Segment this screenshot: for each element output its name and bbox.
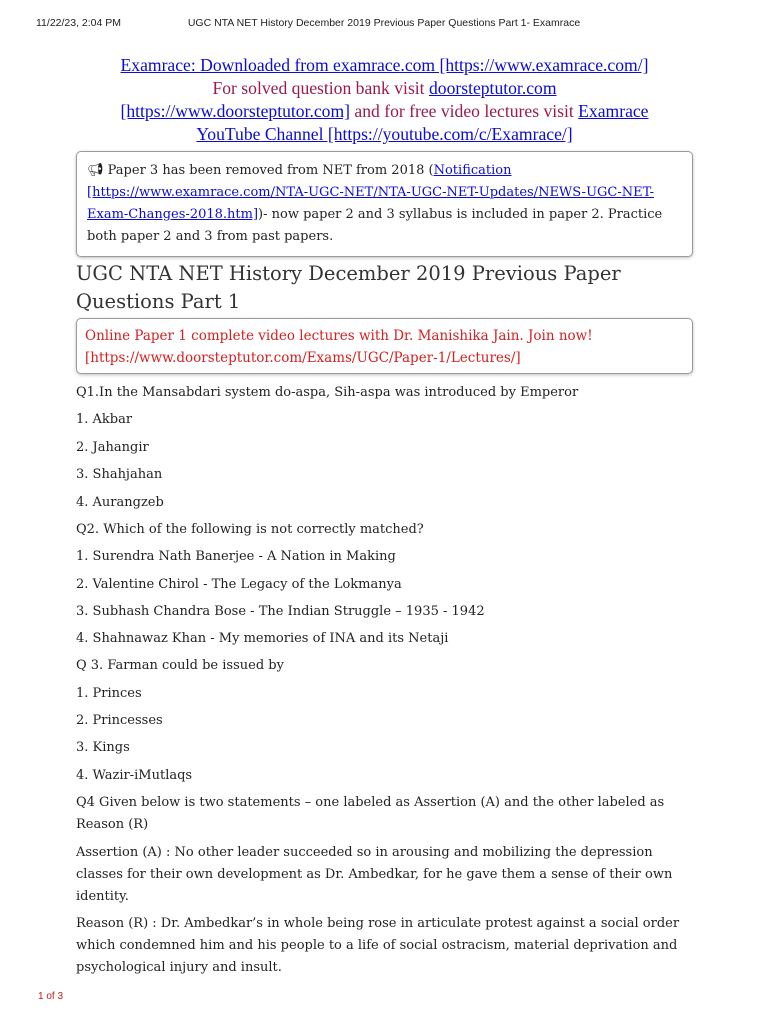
question-text: Q4 Given below is two statements – one labeled as Assertion (A) and the other labeled as Reason (R) (76, 795, 665, 832)
page-title: UGC NTA NET History December 2019 Previous Paper Questions Part 1 (76, 262, 621, 313)
page-indicator: 1 of 3 (38, 991, 64, 1002)
notification-link[interactable]: Notification [https://www.examrace.com/NTA-UGC-NET/NTA-UGC-NET-Updates/NEWS-UGC-NET-Exam-Changes-2018.htm] (87, 163, 654, 222)
source-banner (76, 54, 693, 146)
option-text: 1. Surendra Nath Banerjee - A Nation in Making (76, 549, 396, 564)
print-timestamp: 11/22/23, 2:04 PM (36, 17, 122, 29)
examrace-link[interactable]: Examrace: Downloaded from examrace.com [https://www.examrace.com/] (120, 55, 649, 75)
question-text: Q 3. Farman could be issued by (76, 658, 284, 673)
reason-text: Reason (R) : Dr. Ambedkar’s in whole being rose in articulate protest against a social order which condemned him and his people to a life of social ostracism, material deprivation and psychological injury and insult. (76, 916, 680, 975)
promo-box[interactable] (76, 318, 693, 374)
option-text: 1. Princes (76, 686, 142, 701)
notice-box (76, 151, 693, 257)
option-text: 2. Valentine Chirol - The Legacy of the Lokmanya (76, 577, 402, 592)
option-text: 1. Akbar (76, 412, 133, 427)
print-header (0, 13, 768, 33)
examrace-youtube-link-start[interactable]: Examrace (578, 101, 649, 121)
notice-text-after: )- now paper 2 and 3 syllabus is included in paper 2. Practice both paper 2 and 3 from past papers. (87, 207, 663, 244)
option-text: 4. Wazir-iMutlaqs (76, 768, 193, 783)
print-page-title: UGC NTA NET History December 2019 Previous Paper Questions Part 1- Examrace (187, 17, 581, 29)
doorsteptutor-url-link[interactable]: [https://www.doorsteptutor.com] (120, 101, 351, 121)
option-text: 4. Aurangzeb (76, 495, 164, 510)
option-text: 4. Shahnawaz Khan - My memories of INA and its Netaji (76, 631, 449, 646)
question-text: Q2. Which of the following is not correctly matched? (76, 522, 424, 537)
option-text: 2. Princesses (76, 713, 163, 728)
notice-text-before: Paper 3 has been removed from NET from 2018 ( (103, 163, 434, 178)
banner-text-2: and for free video lectures visit (350, 101, 579, 121)
megaphone-icon: 📢︎ (87, 163, 104, 178)
option-text: 3. Kings (76, 740, 130, 755)
option-text: 2. Jahangir (76, 440, 149, 455)
assertion-text: Assertion (A) : No other leader succeeded so in arousing and mobilizing the depression classes for their own development as Dr. Ambedkar, for he gave them a sense of their own identity. (76, 845, 673, 904)
promo-link[interactable]: Online Paper 1 complete video lectures with Dr. Manishika Jain. Join now! [https://www.doorsteptutor.com/Exams/UGC/Paper-1/Lectures/] (85, 328, 593, 366)
option-text: 3. Subhash Chandra Bose - The Indian Struggle – 1935 - 1942 (76, 604, 485, 619)
question-text: Q1.In the Mansabdari system do-aspa, Sih-aspa was introduced by Emperor (76, 385, 579, 400)
banner-text-1: For solved question bank visit (212, 78, 429, 98)
option-text: 3. Shahjahan (76, 467, 163, 482)
doorsteptutor-link[interactable]: doorsteptutor.com (428, 78, 557, 98)
youtube-channel-link[interactable]: YouTube Channel [https://youtube.com/c/Examrace/] (196, 124, 573, 144)
